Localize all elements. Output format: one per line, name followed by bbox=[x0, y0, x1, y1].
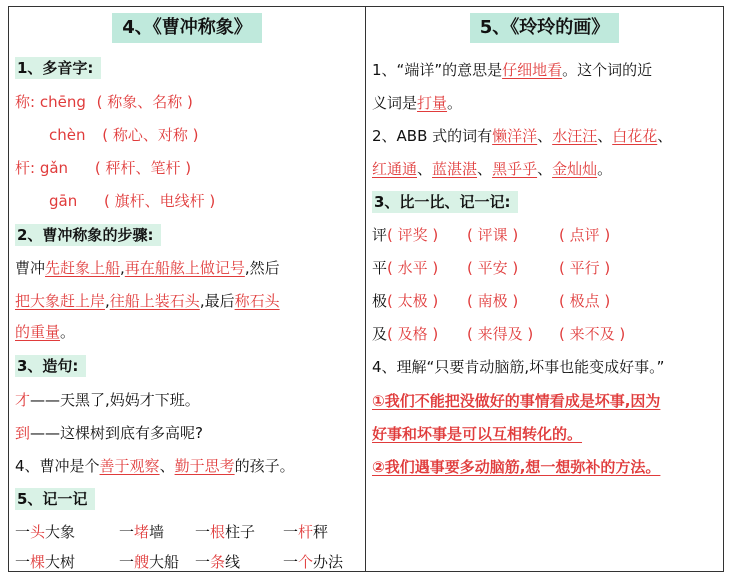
cheng-row-1: 称: chēng ( 称象、名称 ) bbox=[15, 93, 193, 111]
measure-item: 一头大象 bbox=[15, 523, 76, 541]
section-understand: 4、理解“只要肯动脑筋,坏事也能变成好事。” bbox=[372, 358, 665, 376]
measure-item: 一个办法 bbox=[283, 553, 344, 571]
steps-line-3: 的重量。 bbox=[15, 323, 76, 341]
section-steps: 2、曹冲称象的步骤: bbox=[15, 224, 359, 246]
left-column bbox=[9, 7, 366, 571]
sentence-2: 到——这棵树到底有多高呢? bbox=[15, 424, 203, 442]
meaning-line-1: 1、“端详”的意思是仔细地看。这个词的近 bbox=[372, 61, 653, 79]
section-polyphone: 1、多音字: bbox=[15, 57, 359, 79]
notes-table bbox=[8, 6, 724, 572]
answer-1-line-1: ①我们不能把没做好的事情看成是坏事,因为 bbox=[372, 392, 661, 410]
measure-row-1 bbox=[15, 521, 359, 543]
gan-row-2: gān ( 旗杆、电线杆 ) bbox=[49, 192, 216, 210]
steps-line-2: 把大象赶上岸,往船上装石头,最后称石头 bbox=[15, 292, 280, 310]
steps-line-1: 曹冲先赶象上船,再在船舷上做记号,然后 bbox=[15, 259, 280, 277]
section-measure-words: 5、记一记 bbox=[15, 488, 359, 510]
right-column bbox=[366, 7, 723, 571]
measure-item: 一根柱子 bbox=[195, 523, 256, 541]
right-title: 5、《玲玲的画》 bbox=[366, 13, 723, 43]
sentence-1: 才——天黑了,妈妈才下班。 bbox=[15, 391, 200, 409]
compare-row: 及( 及格 ) ( 来得及 ) ( 来不及 ) bbox=[372, 325, 626, 343]
measure-item: 一杆秤 bbox=[283, 523, 329, 541]
measure-row-2 bbox=[15, 551, 359, 573]
cheng-row-2: chèn ( 称心、对称 ) bbox=[49, 126, 199, 144]
section-character: 4、曹冲是个善于观察、勤于思考的孩子。 bbox=[15, 457, 295, 475]
measure-item: 一条线 bbox=[195, 553, 241, 571]
compare-row: 极( 太极 ) ( 南极 ) ( 极点 ) bbox=[372, 292, 611, 310]
answer-2: ②我们遇事要多动脑筋,想一想弥补的方法。 bbox=[372, 458, 661, 476]
measure-item: 一棵大树 bbox=[15, 553, 76, 571]
compare-row: 平( 水平 ) ( 平安 ) ( 平行 ) bbox=[372, 259, 611, 277]
gan-row-1: 杆: gǎn ( 秤杆、笔杆 ) bbox=[15, 159, 192, 177]
measure-item: 一艘大船 bbox=[119, 553, 180, 571]
measure-item: 一堵墙 bbox=[119, 523, 165, 541]
compare-row: 评( 评奖 ) ( 评课 ) ( 点评 ) bbox=[372, 226, 611, 244]
section-compare: 3、比一比、记一记: bbox=[372, 191, 717, 213]
meaning-line-2: 义词是打量。 bbox=[372, 94, 463, 112]
left-title: 4、《曹冲称象》 bbox=[9, 13, 365, 43]
abb-line-1: 2、ABB 式的词有懒洋洋、水汪汪、白花花、 bbox=[372, 127, 673, 145]
section-sentence: 3、造句: bbox=[15, 355, 359, 377]
abb-line-2: 红通通、蓝湛湛、黑乎乎、金灿灿。 bbox=[372, 160, 613, 178]
answer-1-line-2: 好事和坏事是可以互相转化的。 bbox=[372, 425, 583, 443]
